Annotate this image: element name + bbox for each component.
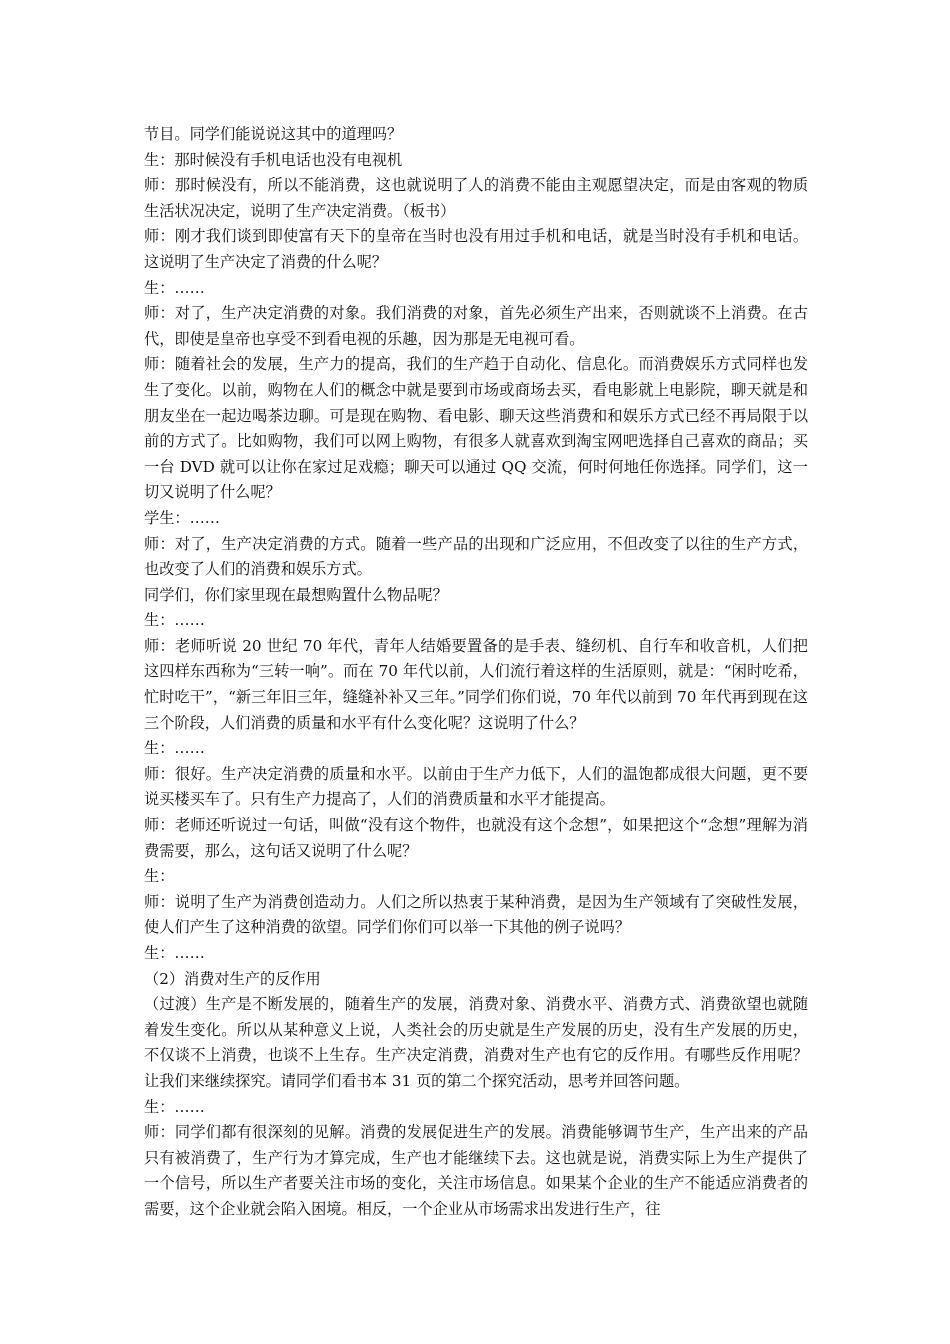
paragraph: 师：随着社会的发展，生产力的提高，我们的生产趋于自动化、信息化。而消费娱乐方式同样也发生了变化。以前，购物在人们的概念中就是要到市场或商场去买，看电影就上电影院，聊天就是和朋友坐在一起边喝茶边聊。可是现在购物、看电影、聊天这些消费和和娱乐方式已经不再局限于以前的方式了。比如购物，我们可以网上购物，有很多人就喜欢到淘宝网吧选择自己喜欢的商品；买一台 DVD 就可以让你在家过足戏瘾；聊天可以通过 QQ 交流，何时何地任你选择。同学们，这一切又说明了什么呢？: [144, 355, 808, 502]
paragraph: 师：对了，生产决定消费的方式。随着一些产品的出现和广泛应用，不但改变了以往的生产方式，也改变了人们的消费和娱乐方式。: [144, 534, 808, 579]
paragraph: 师：说明了生产为消费创造动力。人们之所以热衷于某种消费，是因为生产领域有了突破性发展，使人们产生了这种消费的欲望。同学们你们可以举一下其他的例子说吗？: [144, 892, 808, 937]
paragraph: 生：那时候没有手机电话也没有电视机: [144, 150, 403, 169]
paragraph: 节目。同学们能说说这其中的道理吗？: [144, 125, 403, 143]
paragraph: 师：同学们都有很深刻的见解。消费的发展促进生产的发展。消费能够调节生产，生产出来的产品只有被消费了，生产行为才算完成，生产也才能继续下去。这也就是说，消费实际上为生产提供了一个信号，所以生产者要关注市场的变化，关注市场信息。如果某个企业的生产不能适应消费者的需要，这个企业就会陷入困境。相反，一个企业从市场需求出发进行生产，往: [144, 1123, 808, 1218]
paragraph: （过渡）生产是不断发展的，随着生产的发展，消费对象、消费水平、消费方式、消费欲望也就随着发生变化。所以从某种意义上说，人类社会的历史就是生产发展的历史，没有生产发展的历史，不仅谈不上消费，也谈不上生存。生产决定消费，消费对生产也有它的反作用。有哪些反作用呢？让我们来继续探究。请同学们看书本 31 页的第二个探究活动，思考并回答问题。: [144, 995, 808, 1090]
paragraph: 师：老师听说 20 世纪 70 年代，青年人结婚要置备的是手表、缝纫机、自行车和收音机，人们把这四样东西称为“三转一响”。而在 70 年代以前，人们流行着这样的生活原则，就是：“闲时吃希，忙时吃干”，“新三年旧三年，缝缝补补又三年。”同学们你们说，70 年代以前到 70 年代再到现在这三个阶段，人们消费的质量和水平有什么变化呢？这说明了什么？: [144, 636, 808, 732]
paragraph: 生：……: [144, 611, 205, 630]
paragraph: 师：很好。生产决定消费的质量和水平。以前由于生产力低下，人们的温饱都成很大问题，更不要说买楼买车了。只有生产力提高了，人们的消费质量和水平才能提高。: [144, 764, 808, 809]
paragraph: 师：老师还听说过一句话，叫做“没有这个物件，也就没有这个念想”，如果把这个“念想”理解为消费需要，那么，这句话又说明了什么呢？: [144, 816, 808, 860]
paragraph: 生：……: [144, 1097, 205, 1116]
paragraph: 师：那时候没有，所以不能消费，这也就说明了人的消费不能由主观愿望决定，而是由客观的物质生活状况决定，说明了生产决定消费。（板书）: [144, 176, 808, 220]
paragraph: 学生：……: [144, 508, 220, 527]
section-heading: （2）消费对生产的反作用: [144, 969, 321, 988]
paragraph: 师：刚才我们谈到即使富有天下的皇帝在当时也没有用过手机和电话，就是当时没有手机和电话。这说明了生产决定了消费的什么呢？: [144, 227, 808, 271]
paragraph: 生：……: [144, 739, 205, 758]
paragraph: 生：: [144, 867, 175, 886]
paragraph: 生：……: [144, 944, 205, 962]
paragraph: 生：……: [144, 278, 205, 297]
paragraph: 同学们，你们家里现在最想购置什么物品呢？: [144, 585, 448, 604]
paragraph: 师：对了，生产决定消费的对象。我们消费的对象，首先必须生产出来，否则就谈不上消费。在古代，即使是皇帝也享受不到看电视的乐趣，因为那是无电视可看。: [144, 304, 808, 348]
document-body: [144, 122, 808, 1223]
